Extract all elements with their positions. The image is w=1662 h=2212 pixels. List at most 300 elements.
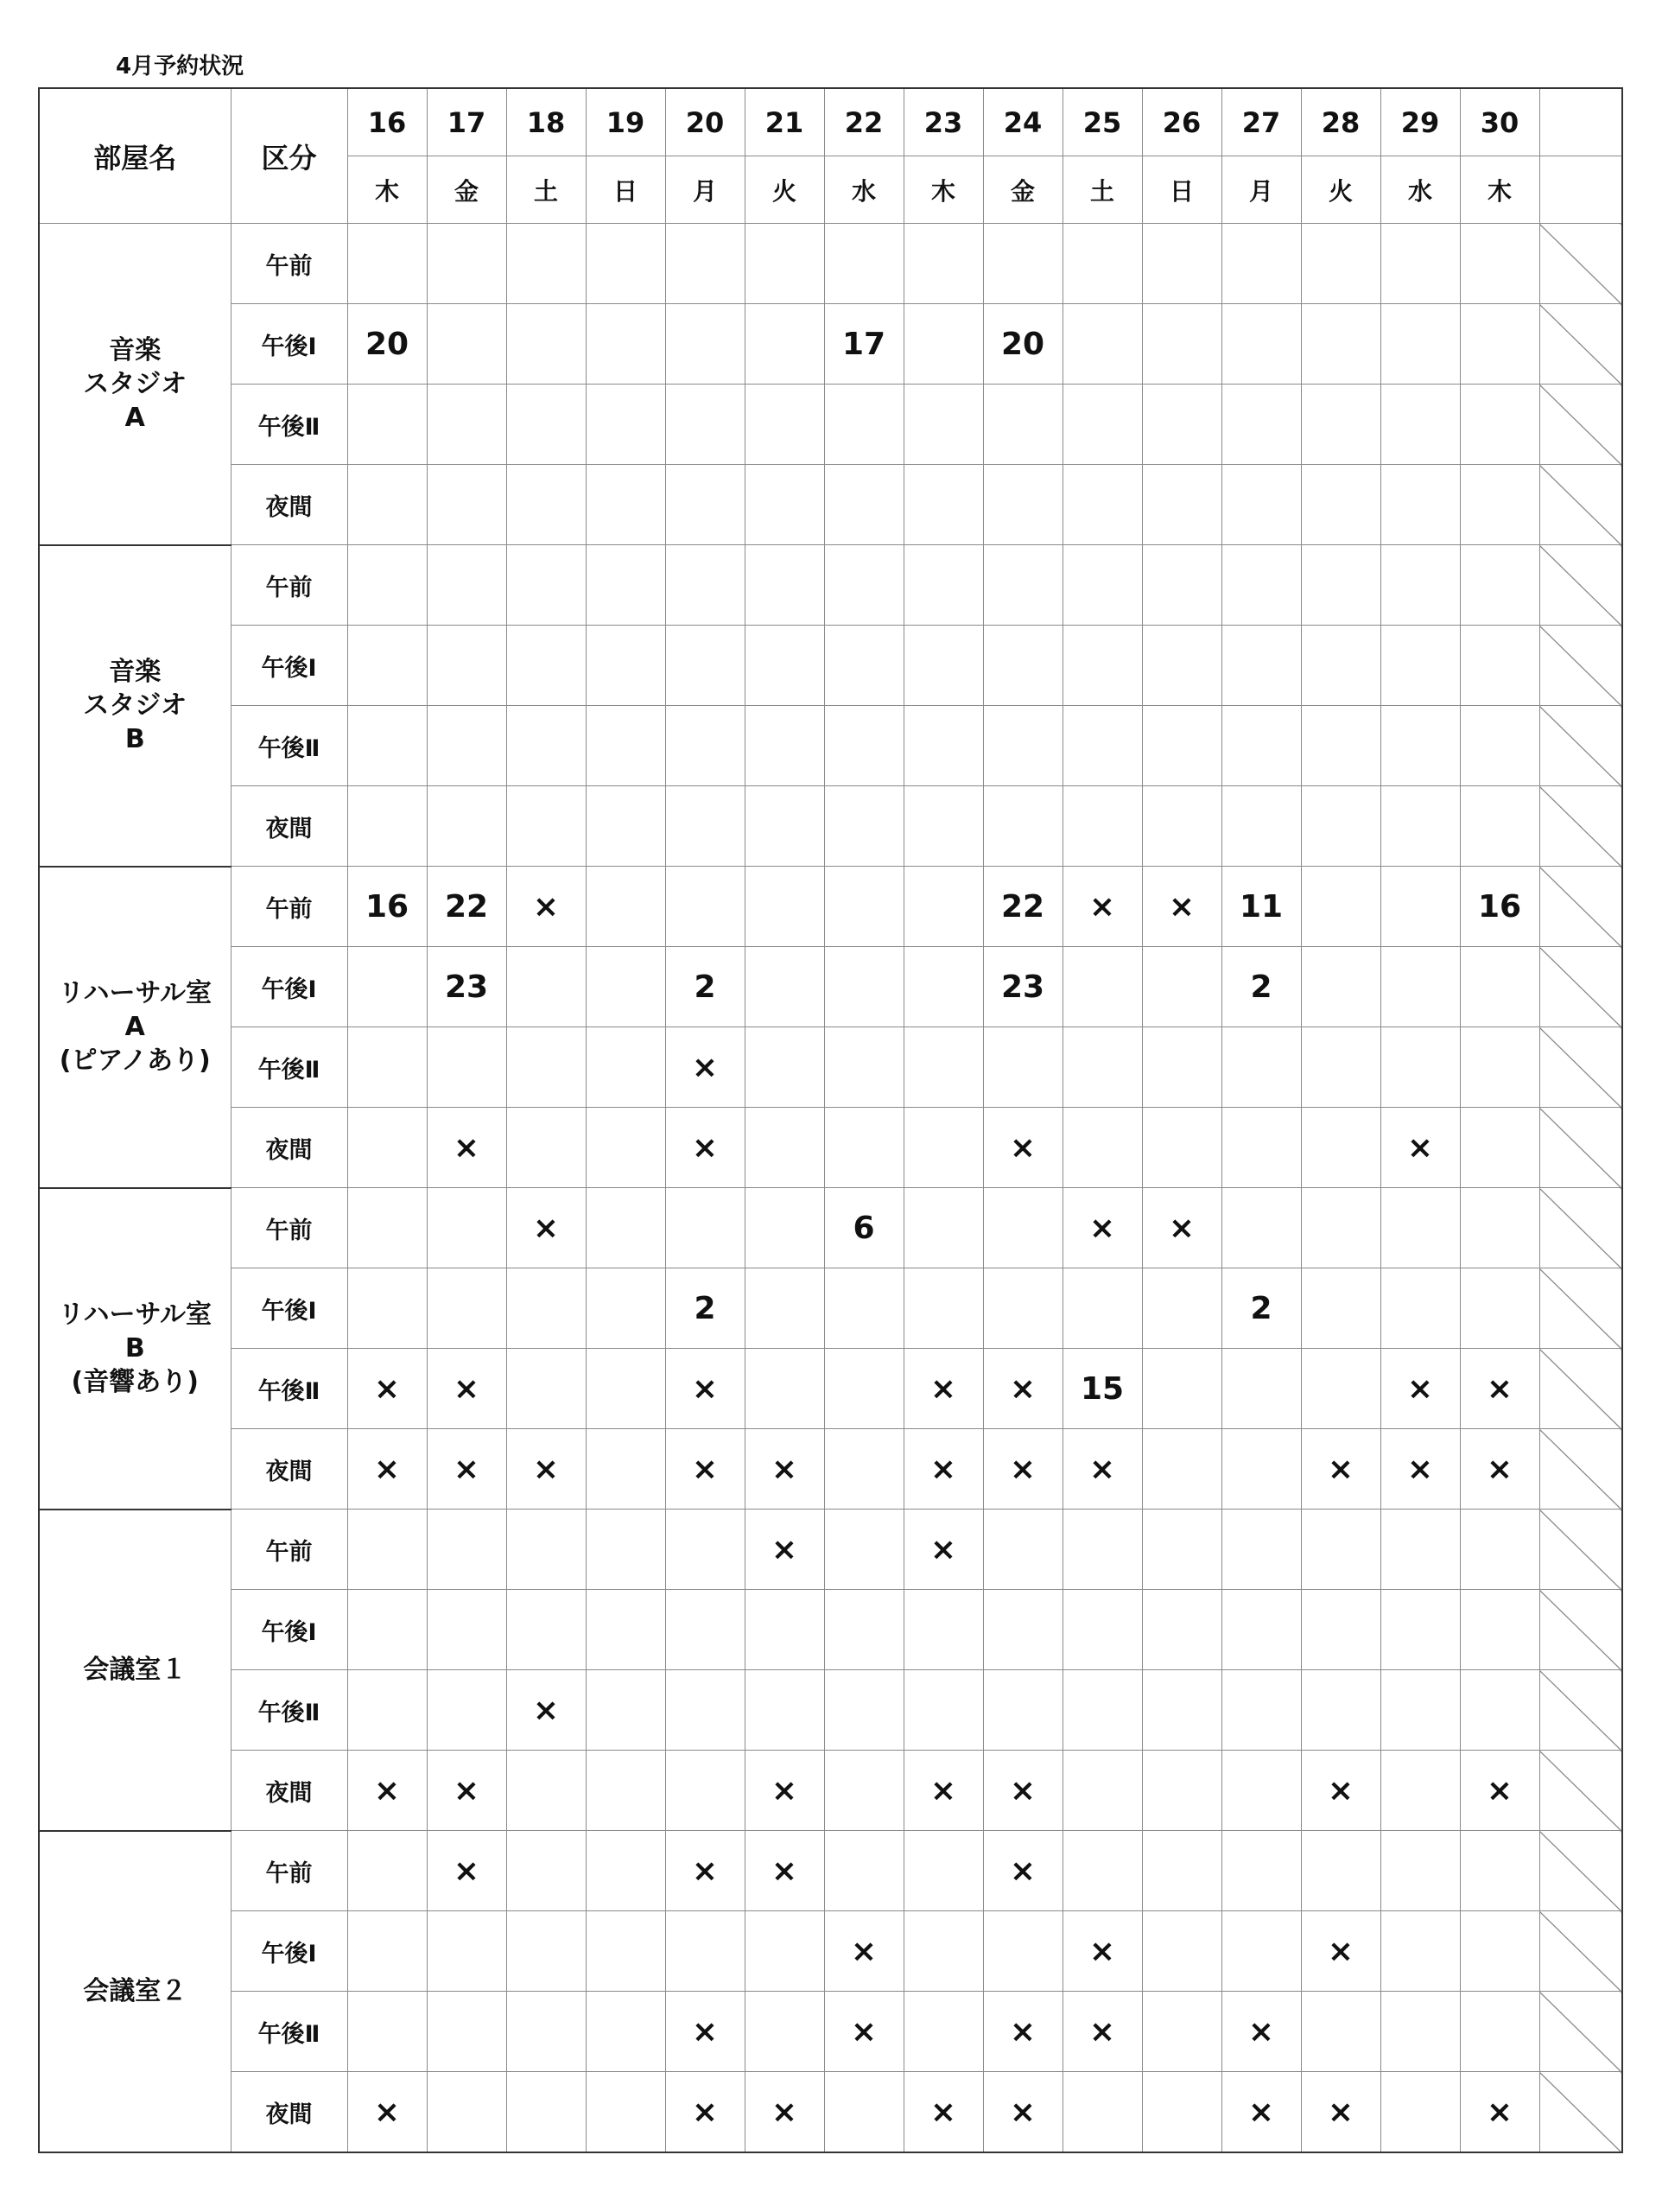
empty-cell (745, 626, 824, 706)
room-name: 会議室２ (39, 1831, 231, 2153)
header-date: 26 (1142, 88, 1221, 156)
empty-cell (586, 1188, 665, 1268)
booked-mark: × (1142, 1188, 1221, 1268)
booked-mark: × (665, 2072, 745, 2153)
empty-cell (1221, 1510, 1301, 1590)
booked-mark: × (904, 1510, 983, 1590)
room-name: リハーサル室 B (音響あり) (39, 1188, 231, 1510)
diagonal-blank-cell (1539, 1188, 1622, 1268)
empty-cell (1380, 1510, 1460, 1590)
reservation-count: 20 (347, 304, 427, 385)
empty-cell (1380, 947, 1460, 1027)
empty-cell (586, 1992, 665, 2072)
empty-cell (904, 545, 983, 626)
header-weekday: 木 (347, 156, 427, 224)
empty-cell (1063, 947, 1142, 1027)
empty-cell (904, 1268, 983, 1349)
empty-cell (1380, 1670, 1460, 1751)
booked-mark: × (983, 1108, 1063, 1188)
empty-cell (586, 947, 665, 1027)
empty-cell (586, 1590, 665, 1670)
empty-cell (1221, 626, 1301, 706)
empty-cell (506, 1108, 586, 1188)
empty-cell (427, 786, 506, 867)
table-row (39, 626, 1622, 706)
empty-cell (1301, 224, 1380, 304)
booked-mark: × (1301, 1751, 1380, 1831)
booked-mark: × (1063, 1992, 1142, 2072)
reservation-count: 15 (1063, 1349, 1142, 1429)
booked-mark: × (1460, 1751, 1539, 1831)
empty-cell (427, 1188, 506, 1268)
diagonal-blank-cell (1539, 224, 1622, 304)
empty-cell (1380, 1590, 1460, 1670)
empty-cell (1460, 1108, 1539, 1188)
empty-cell (824, 1108, 904, 1188)
empty-cell (586, 626, 665, 706)
booked-mark: × (745, 1751, 824, 1831)
slot-label: 午前 (231, 1188, 347, 1268)
empty-cell (1142, 1349, 1221, 1429)
slot-label: 夜間 (231, 2072, 347, 2153)
empty-cell (506, 1510, 586, 1590)
empty-cell (665, 1188, 745, 1268)
empty-cell (1142, 545, 1221, 626)
empty-cell (586, 385, 665, 465)
empty-cell (506, 947, 586, 1027)
empty-cell (1221, 786, 1301, 867)
empty-cell (1221, 1911, 1301, 1992)
empty-cell (1380, 1751, 1460, 1831)
empty-cell (1460, 465, 1539, 545)
page-title: 4月予約状況 (116, 54, 244, 79)
empty-cell (824, 706, 904, 786)
empty-cell (904, 1590, 983, 1670)
empty-cell (1063, 465, 1142, 545)
booked-mark: × (427, 1831, 506, 1911)
empty-cell (1460, 385, 1539, 465)
booked-mark: × (983, 1751, 1063, 1831)
booked-mark: × (1221, 1992, 1301, 2072)
empty-cell (506, 465, 586, 545)
empty-cell (506, 1751, 586, 1831)
diagonal-blank-cell (1539, 385, 1622, 465)
reservation-count: 2 (1221, 947, 1301, 1027)
empty-cell (347, 1992, 427, 2072)
booked-mark: × (1301, 1911, 1380, 1992)
empty-cell (824, 545, 904, 626)
empty-cell (427, 224, 506, 304)
empty-cell (506, 1911, 586, 1992)
booked-mark: × (1380, 1349, 1460, 1429)
empty-cell (347, 1188, 427, 1268)
empty-cell (1460, 1911, 1539, 1992)
header-date: 23 (904, 88, 983, 156)
empty-cell (506, 1349, 586, 1429)
booked-mark: × (983, 1349, 1063, 1429)
empty-cell (506, 304, 586, 385)
diagonal-blank-cell (1539, 1027, 1622, 1108)
table-row (39, 1349, 1622, 1429)
header-room: 部屋名 (39, 88, 231, 224)
empty-cell (904, 1027, 983, 1108)
slot-label: 午後Ⅰ (231, 1911, 347, 1992)
diagonal-blank-cell (1539, 545, 1622, 626)
empty-cell (745, 1108, 824, 1188)
empty-cell (1142, 1911, 1221, 1992)
empty-cell (665, 706, 745, 786)
empty-cell (745, 304, 824, 385)
header-weekday: 金 (983, 156, 1063, 224)
empty-cell (1142, 1027, 1221, 1108)
empty-cell (347, 1108, 427, 1188)
empty-cell (983, 465, 1063, 545)
header-date: 16 (347, 88, 427, 156)
empty-cell (1460, 1510, 1539, 1590)
empty-cell (1142, 385, 1221, 465)
diagonal-blank-cell (1539, 2072, 1622, 2153)
booked-mark: × (347, 1429, 427, 1510)
diagonal-blank-cell (1539, 626, 1622, 706)
booked-mark: × (904, 2072, 983, 2153)
empty-cell (506, 224, 586, 304)
empty-cell (1380, 224, 1460, 304)
reservation-count: 6 (824, 1188, 904, 1268)
empty-cell (347, 1027, 427, 1108)
booked-mark: × (665, 1027, 745, 1108)
empty-cell (745, 1268, 824, 1349)
table-row (39, 706, 1622, 786)
empty-cell (586, 1429, 665, 1510)
header-weekday: 火 (1301, 156, 1380, 224)
empty-cell (1063, 1831, 1142, 1911)
empty-cell (983, 1911, 1063, 1992)
table-row (39, 1108, 1622, 1188)
header-date: 29 (1380, 88, 1460, 156)
booked-mark: × (745, 1510, 824, 1590)
slot-label: 午前 (231, 224, 347, 304)
empty-cell (824, 1429, 904, 1510)
empty-cell (904, 786, 983, 867)
booked-mark: × (983, 2072, 1063, 2153)
booked-mark: × (665, 1429, 745, 1510)
empty-cell (1460, 545, 1539, 626)
slot-label: 午前 (231, 867, 347, 947)
reservation-count: 23 (983, 947, 1063, 1027)
booked-mark: × (1380, 1108, 1460, 1188)
slot-label: 午後Ⅱ (231, 1027, 347, 1108)
empty-cell (1063, 224, 1142, 304)
empty-cell (1221, 545, 1301, 626)
slot-label: 夜間 (231, 1751, 347, 1831)
slot-label: 午後Ⅱ (231, 385, 347, 465)
empty-cell (1460, 1992, 1539, 2072)
empty-cell (1460, 1670, 1539, 1751)
empty-cell (427, 1027, 506, 1108)
empty-cell (586, 1027, 665, 1108)
empty-cell (1301, 867, 1380, 947)
empty-cell (983, 1670, 1063, 1751)
booked-mark: × (1063, 1429, 1142, 1510)
empty-cell (1301, 1188, 1380, 1268)
diagonal-blank-cell (1539, 1349, 1622, 1429)
empty-cell (1460, 1268, 1539, 1349)
empty-cell (824, 786, 904, 867)
empty-cell (1301, 947, 1380, 1027)
booked-mark: × (347, 1349, 427, 1429)
empty-cell (824, 465, 904, 545)
empty-cell (745, 947, 824, 1027)
booked-mark: × (506, 1429, 586, 1510)
empty-cell (1142, 1108, 1221, 1188)
empty-cell (983, 626, 1063, 706)
table-row (39, 545, 1622, 626)
empty-cell (824, 1831, 904, 1911)
empty-cell (1063, 1108, 1142, 1188)
empty-cell (1301, 786, 1380, 867)
booked-mark: × (506, 867, 586, 947)
empty-cell (347, 224, 427, 304)
empty-cell (745, 1911, 824, 1992)
empty-cell (427, 1670, 506, 1751)
booked-mark: × (1301, 2072, 1380, 2153)
empty-cell (347, 1590, 427, 1670)
empty-cell (1301, 1268, 1380, 1349)
empty-cell (586, 1510, 665, 1590)
empty-cell (1460, 1027, 1539, 1108)
empty-cell (665, 1751, 745, 1831)
diagonal-blank-cell (1539, 1429, 1622, 1510)
header-weekday: 月 (1221, 156, 1301, 224)
empty-cell (1142, 786, 1221, 867)
slot-label: 午後Ⅰ (231, 947, 347, 1027)
empty-cell (983, 1590, 1063, 1670)
empty-cell (506, 1590, 586, 1670)
header-date: 28 (1301, 88, 1380, 156)
empty-cell (1063, 1027, 1142, 1108)
empty-cell (665, 385, 745, 465)
empty-cell (745, 465, 824, 545)
empty-cell (1380, 786, 1460, 867)
header-date: 19 (586, 88, 665, 156)
empty-cell (1301, 304, 1380, 385)
table-row (39, 786, 1622, 867)
empty-cell (586, 2072, 665, 2153)
diagonal-blank-cell (1539, 706, 1622, 786)
empty-cell (586, 545, 665, 626)
header-date: 27 (1221, 88, 1301, 156)
reservation-count: 23 (427, 947, 506, 1027)
room-name: 音楽 スタジオ B (39, 545, 231, 867)
empty-cell (586, 786, 665, 867)
empty-cell (1221, 1429, 1301, 1510)
table-row (39, 304, 1622, 385)
reservation-count: 22 (983, 867, 1063, 947)
empty-cell (1063, 1670, 1142, 1751)
header-weekday: 水 (1380, 156, 1460, 224)
empty-cell (506, 1027, 586, 1108)
table-row (39, 1590, 1622, 1670)
booked-mark: × (1063, 867, 1142, 947)
header-blank (1539, 88, 1622, 156)
diagonal-blank-cell (1539, 947, 1622, 1027)
table-row (39, 2072, 1622, 2153)
empty-cell (586, 706, 665, 786)
empty-cell (1301, 545, 1380, 626)
empty-cell (1063, 706, 1142, 786)
empty-cell (506, 706, 586, 786)
diagonal-blank-cell (1539, 1590, 1622, 1670)
empty-cell (904, 867, 983, 947)
empty-cell (745, 545, 824, 626)
empty-cell (904, 947, 983, 1027)
empty-cell (347, 1510, 427, 1590)
header-date: 20 (665, 88, 745, 156)
empty-cell (1301, 706, 1380, 786)
empty-cell (1460, 224, 1539, 304)
empty-cell (1301, 1510, 1380, 1590)
empty-cell (506, 1831, 586, 1911)
table-row (39, 867, 1622, 947)
empty-cell (506, 2072, 586, 2153)
slot-label: 夜間 (231, 1108, 347, 1188)
empty-cell (904, 706, 983, 786)
slot-label: 午後Ⅱ (231, 1670, 347, 1751)
empty-cell (1460, 786, 1539, 867)
table-row (39, 224, 1622, 304)
empty-cell (824, 1027, 904, 1108)
empty-cell (904, 304, 983, 385)
empty-cell (983, 1027, 1063, 1108)
reservation-table (38, 87, 1623, 2153)
empty-cell (1221, 1108, 1301, 1188)
empty-cell (1142, 1510, 1221, 1590)
empty-cell (904, 224, 983, 304)
reservation-count: 16 (1460, 867, 1539, 947)
empty-cell (1221, 1751, 1301, 1831)
empty-cell (1063, 1268, 1142, 1349)
header-date: 24 (983, 88, 1063, 156)
empty-cell (745, 706, 824, 786)
reservation-count: 22 (427, 867, 506, 947)
empty-cell (506, 545, 586, 626)
empty-cell (1221, 224, 1301, 304)
empty-cell (1380, 1268, 1460, 1349)
table-row (39, 947, 1622, 1027)
booked-mark: × (1380, 1429, 1460, 1510)
empty-cell (904, 465, 983, 545)
slot-label: 午後Ⅰ (231, 1268, 347, 1349)
booked-mark: × (904, 1429, 983, 1510)
empty-cell (1142, 1429, 1221, 1510)
empty-cell (1460, 626, 1539, 706)
reservation-count: 17 (824, 304, 904, 385)
empty-cell (983, 545, 1063, 626)
room-name: リハーサル室 A (ピアノあり) (39, 867, 231, 1188)
empty-cell (1301, 1027, 1380, 1108)
empty-cell (1142, 1751, 1221, 1831)
empty-cell (904, 1188, 983, 1268)
empty-cell (427, 465, 506, 545)
slot-label: 夜間 (231, 786, 347, 867)
empty-cell (904, 1992, 983, 2072)
slot-label: 午後Ⅰ (231, 626, 347, 706)
empty-cell (347, 1911, 427, 1992)
empty-cell (745, 1670, 824, 1751)
header-date: 17 (427, 88, 506, 156)
empty-cell (983, 786, 1063, 867)
booked-mark: × (1063, 1188, 1142, 1268)
booked-mark: × (427, 1751, 506, 1831)
table-row (39, 1510, 1622, 1590)
empty-cell (1142, 947, 1221, 1027)
booked-mark: × (506, 1188, 586, 1268)
booked-mark: × (1460, 1429, 1539, 1510)
empty-cell (1221, 304, 1301, 385)
empty-cell (1221, 1027, 1301, 1108)
empty-cell (745, 224, 824, 304)
empty-cell (1221, 1590, 1301, 1670)
empty-cell (745, 1349, 824, 1429)
booked-mark: × (1142, 867, 1221, 947)
empty-cell (506, 786, 586, 867)
empty-cell (347, 706, 427, 786)
empty-cell (427, 1911, 506, 1992)
booked-mark: × (665, 1992, 745, 2072)
empty-cell (665, 1911, 745, 1992)
empty-cell (665, 626, 745, 706)
empty-cell (1221, 1831, 1301, 1911)
empty-cell (1221, 385, 1301, 465)
empty-cell (427, 1590, 506, 1670)
header-blank (1539, 156, 1622, 224)
header-date: 25 (1063, 88, 1142, 156)
empty-cell (427, 385, 506, 465)
empty-cell (347, 786, 427, 867)
empty-cell (1142, 1670, 1221, 1751)
slot-label: 午前 (231, 1831, 347, 1911)
empty-cell (1380, 867, 1460, 947)
empty-cell (983, 1188, 1063, 1268)
booked-mark: × (1221, 2072, 1301, 2153)
header-weekday: 火 (745, 156, 824, 224)
empty-cell (665, 545, 745, 626)
empty-cell (1460, 947, 1539, 1027)
reservation-count: 2 (1221, 1268, 1301, 1349)
empty-cell (1380, 304, 1460, 385)
empty-cell (824, 385, 904, 465)
booked-mark: × (1301, 1429, 1380, 1510)
header-date: 22 (824, 88, 904, 156)
slot-label: 夜間 (231, 1429, 347, 1510)
empty-cell (1063, 1590, 1142, 1670)
empty-cell (1142, 1590, 1221, 1670)
booked-mark: × (745, 2072, 824, 2153)
empty-cell (983, 706, 1063, 786)
empty-cell (427, 1992, 506, 2072)
empty-cell (586, 1911, 665, 1992)
empty-cell (1301, 385, 1380, 465)
empty-cell (665, 1510, 745, 1590)
empty-cell (1142, 465, 1221, 545)
booked-mark: × (347, 1751, 427, 1831)
empty-cell (347, 1831, 427, 1911)
empty-cell (1221, 1188, 1301, 1268)
booked-mark: × (665, 1831, 745, 1911)
empty-cell (1301, 1831, 1380, 1911)
header-date: 30 (1460, 88, 1539, 156)
empty-cell (983, 1510, 1063, 1590)
